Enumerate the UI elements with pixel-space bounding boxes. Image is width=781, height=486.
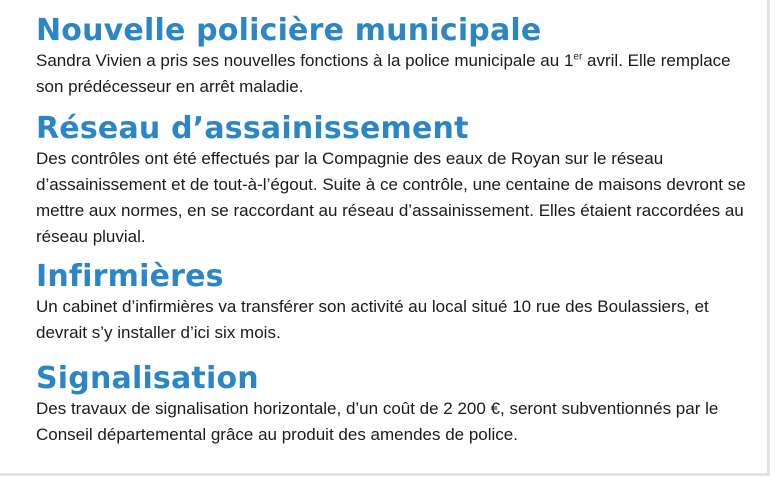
article-sanitation xyxy=(36,112,756,250)
article-nurses-title: Infirmières xyxy=(36,259,224,294)
article-signage-text: Des travaux de signalisation horizontale, d’un coût de 2 200 €, seront subventionnés par le Conseil départemental grâce au produit des amendes de police. xyxy=(36,399,719,444)
article-signage xyxy=(36,362,756,448)
article-police xyxy=(36,14,756,100)
article-nurses xyxy=(36,260,756,346)
article-police-title: Nouvelle policière municipale xyxy=(36,13,542,48)
article-sanitation-text: Des contrôles ont été effectués par la Compagnie des eaux de Royan sur le réseau d’assainissement et de tout-à-l’égout. Suite à ce contrôle, une centaine de maisons devront se mettre aux normes, en se raccordant au réseau d’assainissement. Elles étaient raccordées au réseau pluvial. xyxy=(36,149,746,246)
article-nurses-text: Un cabinet d’infirmières va transférer son activité au local situé 10 rue des Boulassiers, et devrait s’y installer d’ici six mois. xyxy=(36,297,709,342)
ordinal-superscript: er xyxy=(573,51,583,63)
article-signage-title: Signalisation xyxy=(36,361,259,396)
article-police-text-start: Sandra Vivien a pris ses nouvelles fonctions à la police municipale au 1 xyxy=(36,51,574,70)
article-police-text xyxy=(36,48,756,100)
article-police-text-end: avril. Elle remplace son prédécesseur en arrêt maladie. xyxy=(36,51,731,96)
article-sanitation-title: Réseau d’assainissement xyxy=(36,111,469,146)
